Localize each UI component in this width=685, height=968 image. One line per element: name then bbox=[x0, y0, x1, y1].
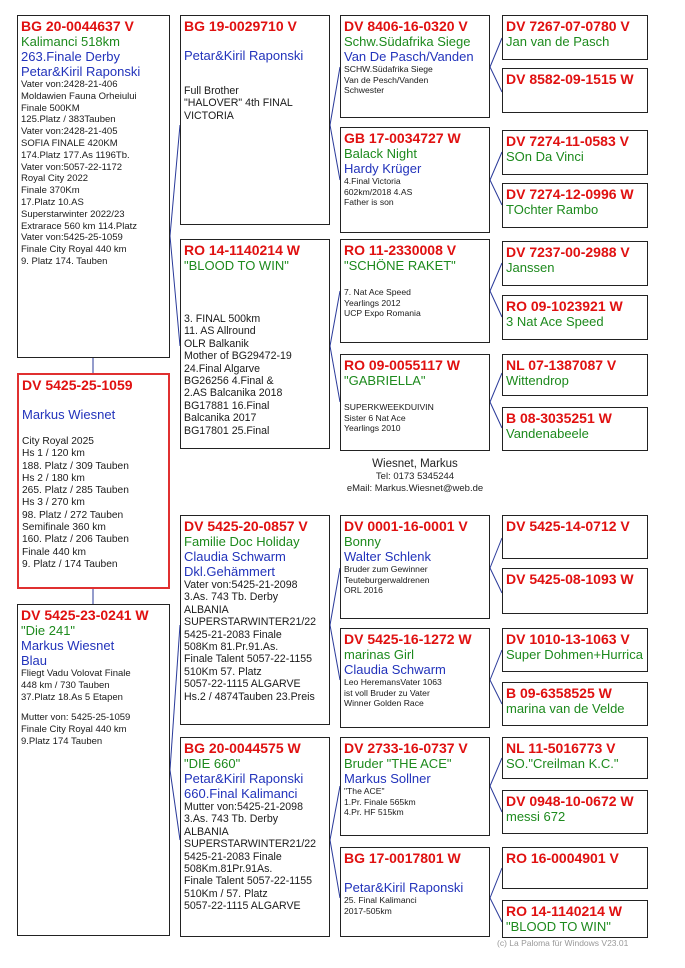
gen4-ring-number: NL 11-5016773 V bbox=[506, 740, 616, 756]
ss-owner: Petar&Kiril Raponski bbox=[184, 48, 304, 63]
ss-notes: Full Brother "HALOVER" 4th FINAL VICTORIA bbox=[184, 85, 293, 122]
dds-card[interactable] bbox=[340, 737, 490, 836]
sire-sire-card[interactable] bbox=[180, 15, 330, 225]
dsd-notes: Leo HeremansVater 1063 ist voll Bruder zu Vater Winner Golden Race bbox=[344, 677, 442, 709]
dam-card[interactable] bbox=[17, 604, 170, 936]
sire-name: Kalimanci 518km bbox=[21, 34, 120, 49]
gen4-name: 3 Nat Ace Speed bbox=[506, 314, 604, 329]
gen4-card[interactable] bbox=[502, 682, 648, 726]
gen4-ring-number: DV 0948-10-0672 W bbox=[506, 793, 634, 809]
gen4-card[interactable] bbox=[502, 295, 648, 340]
gen4-ring-number: RO 14-1140214 W bbox=[506, 903, 622, 919]
sss-owner: Van De Pasch/Vanden bbox=[344, 49, 474, 64]
ddd-owner: Petar&Kiril Raponski bbox=[344, 880, 464, 895]
dam-sire-card[interactable] bbox=[180, 515, 330, 725]
gen4-ring-number: DV 5425-08-1093 W bbox=[506, 571, 634, 587]
subject-card[interactable] bbox=[17, 373, 170, 589]
sss-card[interactable] bbox=[340, 15, 490, 118]
dds-ring-number: DV 2733-16-0737 V bbox=[344, 740, 468, 756]
ds-notes: Vater von:5425-21-2098 3.As. 743 Tb. Derby ALBANIA SUPERSTARWINTER21/22 5425-21-2083 Finale 508Km 81.Pr.91.As. Finale Talent 5057-22-1155 510Km 57. Platz 5057-22-1115 ALGARVE Hs.2 / 4874Tauben 23.Preis bbox=[184, 579, 317, 703]
ssd-card[interactable] bbox=[340, 127, 490, 233]
gen4-ring-number: DV 7274-12-0996 W bbox=[506, 186, 634, 202]
gen4-ring-number: B 09-6358525 W bbox=[506, 685, 612, 701]
gen4-card[interactable] bbox=[502, 900, 648, 938]
gen4-name: marina van de Velde bbox=[506, 701, 625, 716]
dds-owner: Markus Sollner bbox=[344, 771, 431, 786]
breeder-contact bbox=[330, 457, 500, 495]
sss-ring-number: DV 8406-16-0320 V bbox=[344, 18, 468, 34]
sds-ring-number: RO 11-2330008 V bbox=[344, 242, 457, 258]
sd-ring-number: RO 14-1140214 W bbox=[184, 242, 300, 258]
gen4-name: messi 672 bbox=[506, 809, 566, 824]
gen4-ring-number: DV 7237-00-2988 V bbox=[506, 244, 630, 260]
gen4-name: Vandenabeele bbox=[506, 426, 589, 441]
gen4-card[interactable] bbox=[502, 354, 648, 396]
sds-name: "SCHÖNE RAKET" bbox=[344, 258, 456, 273]
dss-card[interactable] bbox=[340, 515, 490, 619]
dam-owner: Markus Wiesnet bbox=[21, 638, 115, 653]
subject-results: City Royal 2025 Hs 1 / 120 km 188. Platz / 309 Tauben Hs 2 / 180 km 265. Platz / 285 Tauben Hs 3 / 270 km 98. Platz / 272 Tauben Semifinale 360 km 160. Platz / 206 Tauben Finale 440 km 9. Platz / 174 Tauben bbox=[22, 436, 129, 570]
sire-ring-number: BG 20-0044637 V bbox=[21, 18, 134, 34]
gen4-name: Wittendrop bbox=[506, 373, 569, 388]
ds-color: Dkl.Gehämmert bbox=[184, 564, 276, 579]
sdd-ring-number: RO 09-0055117 W bbox=[344, 357, 460, 373]
gen4-name: "BLOOD TO WIN" bbox=[506, 919, 611, 934]
dds-notes: "The ACE" 1.Pr. Finale 565km 4.Pr. HF 515km bbox=[344, 786, 416, 818]
sss-name: Schw.Südafrika Siege bbox=[344, 34, 471, 49]
gen4-ring-number: DV 5425-14-0712 V bbox=[506, 518, 630, 534]
gen4-card[interactable] bbox=[502, 15, 648, 60]
dsd-ring-number: DV 5425-16-1272 W bbox=[344, 631, 472, 647]
ds-ring-number: DV 5425-20-0857 V bbox=[184, 518, 308, 534]
sdd-card[interactable] bbox=[340, 354, 490, 451]
gen4-ring-number: DV 7267-07-0780 V bbox=[506, 18, 630, 34]
sire-dam-card[interactable] bbox=[180, 239, 330, 449]
ds-name: Familie Doc Holiday bbox=[184, 534, 300, 549]
gen4-card[interactable] bbox=[502, 183, 648, 228]
ss-ring-number: BG 19-0029710 V bbox=[184, 18, 297, 34]
gen4-ring-number: DV 8582-09-1515 W bbox=[506, 71, 634, 87]
dss-ring-number: DV 0001-16-0001 V bbox=[344, 518, 468, 534]
subject-ring-number: DV 5425-25-1059 bbox=[22, 377, 133, 393]
gen4-card[interactable] bbox=[502, 790, 648, 834]
gen4-card[interactable] bbox=[502, 130, 648, 175]
gen4-card[interactable] bbox=[502, 515, 648, 559]
gen4-ring-number: DV 1010-13-1063 V bbox=[506, 631, 630, 647]
ddd-notes: 25. Final Kalimanci 2017-505km bbox=[344, 895, 417, 916]
sdd-notes: SUPERKWEEKDUIVIN Sister 6 Nat Ace Yearlings 2010 bbox=[344, 402, 434, 434]
gen4-ring-number: NL 07-1387087 V bbox=[506, 357, 617, 373]
gen4-ring-number: RO 16-0004901 V bbox=[506, 850, 619, 866]
subject-owner: Markus Wiesnet bbox=[22, 407, 116, 422]
gen4-card[interactable] bbox=[502, 737, 648, 779]
sire-notes: Vater von:2428-21-406 Moldawien Fauna Orheiului Finale 500KM 125.Platz / 383Tauben Vater von:2428-21-405 SOFIA FINALE 420KM 174.Platz 177.As 1196Tb. Vater von:5057-22-1172 Royal City 2022 Finale 370Km 17.Platz 10.AS Superstarwinter 2022/23 Extrarace 560 km 114.Platz Vater von:5425-25-1059 Finale City Royal 440 km 9. Platz 174. Tauben bbox=[21, 79, 137, 267]
dss-name: Bonny bbox=[344, 534, 381, 549]
gen4-card[interactable] bbox=[502, 568, 648, 614]
sss-notes: SCHW.Südafrika Siege Van de Pesch/Vanden Schwester bbox=[344, 64, 433, 96]
gen4-ring-number: B 08-3035251 W bbox=[506, 410, 612, 426]
dd-owner: Petar&Kiril Raponski bbox=[184, 771, 304, 786]
sdd-name: "GABRIELLA" bbox=[344, 373, 426, 388]
gen4-name: Super Dohmen+Hurrica bbox=[506, 647, 643, 662]
ddd-ring-number: BG 17-0017801 W bbox=[344, 850, 461, 866]
gen4-name: Jan van de Pasch bbox=[506, 34, 610, 49]
dds-name: Bruder "THE ACE" bbox=[344, 756, 452, 771]
dam-name: "Die 241" bbox=[21, 623, 76, 638]
dam-color: Blau bbox=[21, 653, 48, 668]
sds-notes: 7. Nat Ace Speed Yearlings 2012 UCP Expo Romania bbox=[344, 287, 421, 319]
gen4-ring-number: RO 09-1023921 W bbox=[506, 298, 623, 314]
contact-name: Wiesnet, Markus bbox=[372, 458, 458, 470]
dsd-card[interactable] bbox=[340, 628, 490, 728]
ssd-owner: Hardy Krüger bbox=[344, 161, 422, 176]
contact-email: eMail: Markus.Wiesnet@web.de bbox=[346, 483, 484, 494]
dsd-name: marinas Girl bbox=[344, 647, 415, 662]
gen4-card[interactable] bbox=[502, 628, 648, 672]
gen4-card[interactable] bbox=[502, 847, 648, 889]
gen4-card[interactable] bbox=[502, 407, 648, 451]
dsd-owner: Claudia Schwarm bbox=[344, 662, 446, 677]
ssd-name: Balack Night bbox=[344, 146, 417, 161]
dss-notes: Bruder zum Gewinner Teuteburgerwaldrenen ORL 2016 bbox=[344, 564, 430, 596]
gen4-name: SO."Creilman K.C." bbox=[506, 756, 619, 771]
dd-notes: Mutter von:5425-21-2098 3.As. 743 Tb. Derby ALBANIA SUPERSTARWINTER21/22 5425-21-2083 Finale 508Km.81Pr.91As. Finale Talent 5057-22-1155 510Km / 57. Platz 5057-22-1115 ALGARVE bbox=[184, 801, 317, 913]
software-footer: (c) La Paloma für Windows V23.01 bbox=[497, 938, 629, 948]
gen4-name: SOn Da Vinci bbox=[506, 149, 584, 164]
dam-ring-number: DV 5425-23-0241 W bbox=[21, 607, 149, 623]
sire-card[interactable] bbox=[17, 15, 170, 358]
gen4-name: TOchter Rambo bbox=[506, 202, 599, 217]
gen4-name: Janssen bbox=[506, 260, 555, 275]
dd-color: 660.Final Kalimanci bbox=[184, 786, 298, 801]
dss-owner: Walter Schlenk bbox=[344, 549, 431, 564]
sire-name-line2: 263.Finale Derby bbox=[21, 49, 120, 64]
ddd-card[interactable] bbox=[340, 847, 490, 937]
contact-phone: Tel: 0173 5345244 bbox=[375, 471, 455, 482]
dd-name: "DIE 660" bbox=[184, 756, 241, 771]
gen4-ring-number: DV 7274-11-0583 V bbox=[506, 133, 629, 149]
gen4-card[interactable] bbox=[502, 68, 648, 113]
sd-notes: 3. FINAL 500km 11. AS Allround OLR Balkanik Mother of BG29472-19 24.Final Algarve BG26256 4.Final & 2.AS Balcanika 2018 BG17881 16.Final Balcanika 2017 BG17801 25.Final bbox=[184, 313, 292, 437]
gen4-card[interactable] bbox=[502, 241, 648, 286]
ssd-notes: 4.Final Victoria 602km/2018 4.AS Father is son bbox=[344, 176, 413, 208]
ssd-ring-number: GB 17-0034727 W bbox=[344, 130, 461, 146]
dam-notes: Fliegt Vadu Volovat Finale 448 km / 730 Tauben 37.Platz 18.As 5 Etapen Mutter von: 5425-25-1059 Finale City Royal 440 km 9.Platz 174 Tauben bbox=[21, 668, 131, 747]
dd-ring-number: BG 20-0044575 W bbox=[184, 740, 301, 756]
sire-owner: Petar&Kiril Raponski bbox=[21, 64, 141, 79]
sd-name: "BLOOD TO WIN" bbox=[184, 258, 289, 273]
ds-owner: Claudia Schwarm bbox=[184, 549, 286, 564]
dam-dam-card[interactable] bbox=[180, 737, 330, 937]
sds-card[interactable] bbox=[340, 239, 490, 343]
